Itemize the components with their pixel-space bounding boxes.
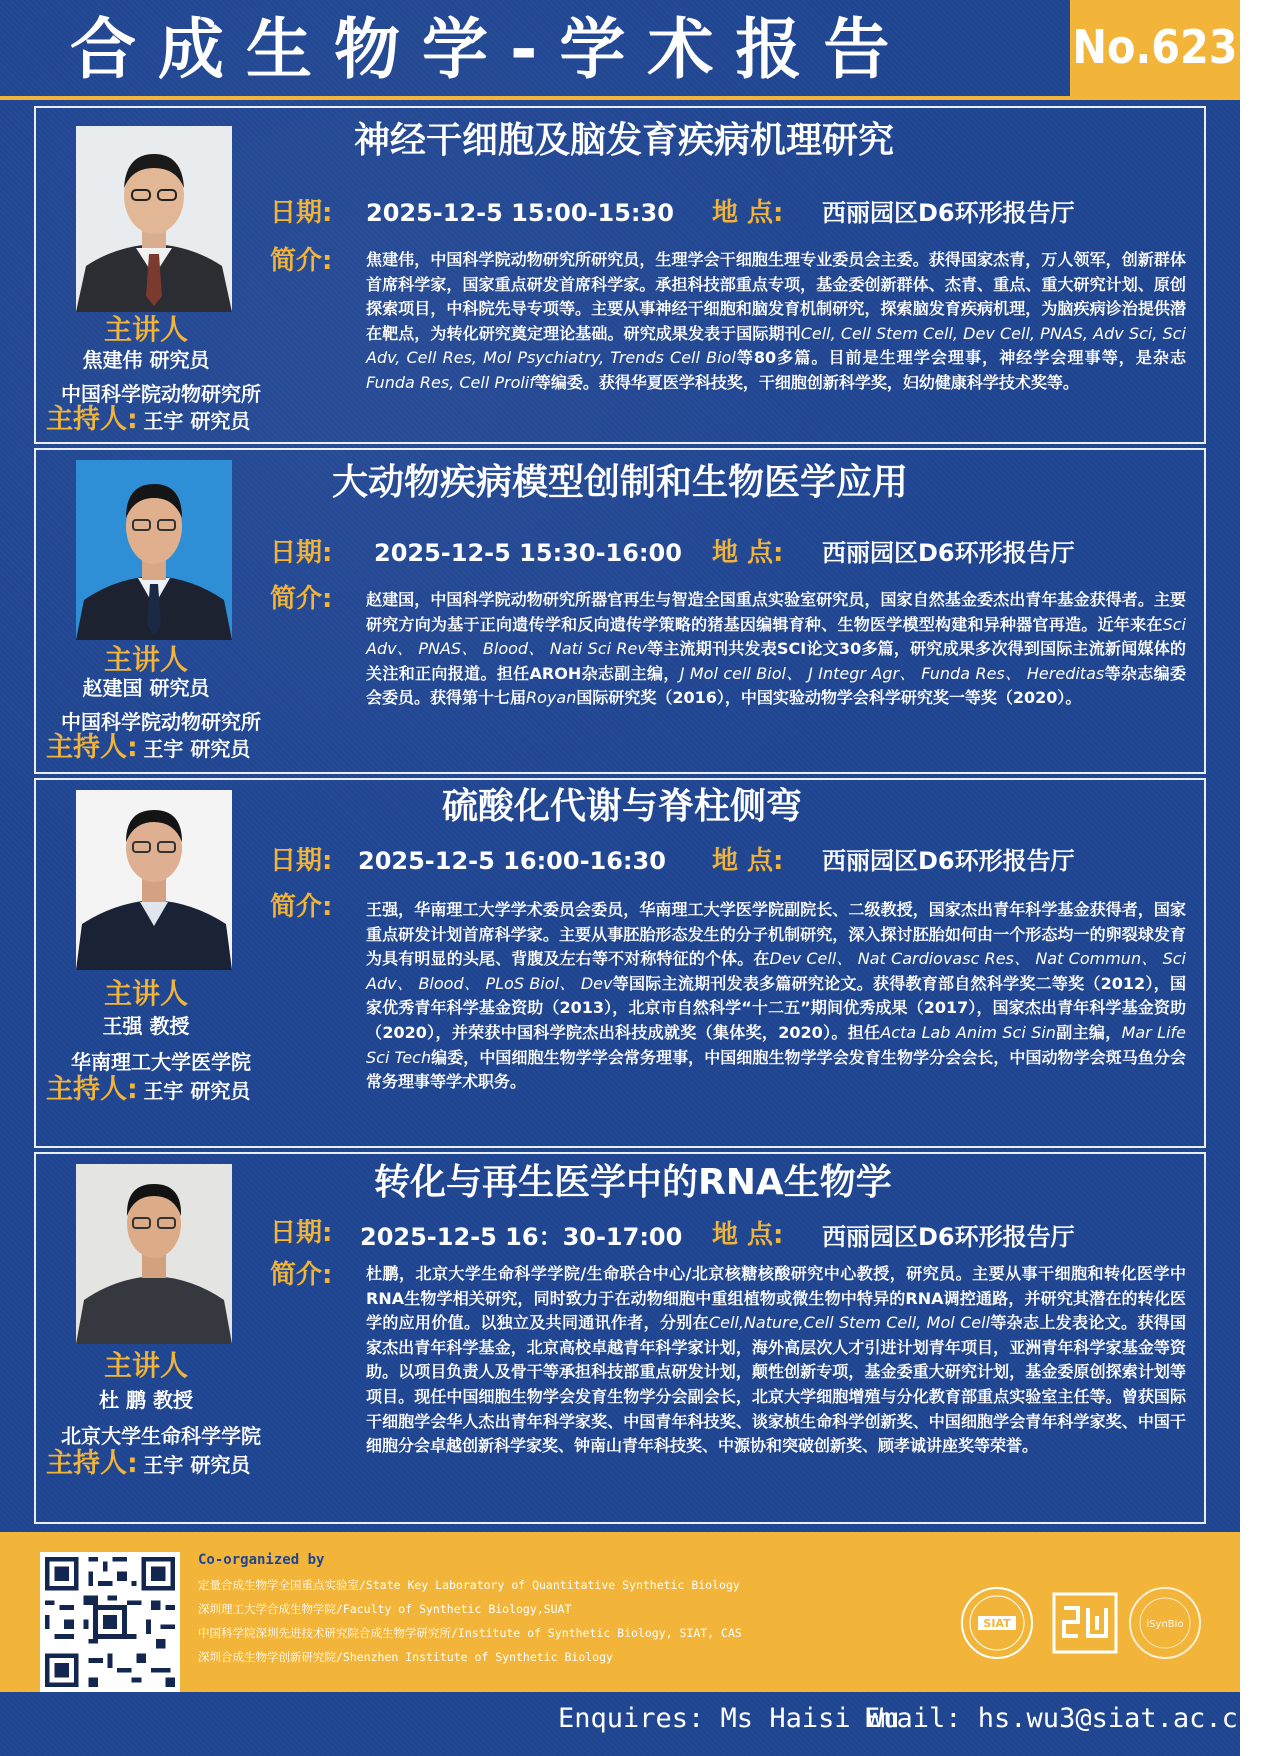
talk-datetime: 2025-12-5 15:00-15:30 [366, 199, 674, 227]
place-label: 地 点: [712, 198, 784, 228]
date-label: 日期: [270, 538, 333, 568]
speaker-name: 焦建伟 研究员 [82, 348, 210, 372]
speaker-bio [366, 248, 1186, 396]
speaker-name: 王强 教授 [102, 1014, 190, 1038]
speaker-name: 赵建国 研究员 [82, 676, 210, 700]
speaker-label: 主讲人 [103, 643, 188, 676]
host-line [46, 1074, 250, 1109]
talk-title: 神经干细胞及脑发育疾病机理研究 [354, 120, 895, 161]
journal-names: Acta Lab Anim Sci Sin [880, 1022, 1056, 1042]
journal-names: Mar Life Sci Tech [366, 1022, 1186, 1067]
email-contact[interactable]: Email: hs.wu3@siat.ac.cn [864, 1703, 1255, 1734]
talk-place: 西丽园区D6环形报告厅 [822, 1223, 1075, 1251]
host-label: 主持人: [46, 732, 138, 763]
host-line [46, 732, 250, 767]
speaker-bio [366, 1262, 1186, 1459]
speaker-photo [76, 1164, 232, 1344]
place-label: 地 点: [712, 538, 784, 568]
header-divider [0, 96, 1070, 100]
host-name: 王宇 研究员 [143, 1079, 251, 1103]
bio-text: 编委，中国细胞生物学学会常务理事，中国细胞生物学学会发育生物学分会会长，中国动物学会斑马鱼分会常务理事等学术职务。 [366, 1047, 1186, 1092]
bio-text: 王强，华南理工大学学术委员会委员，华南理工大学医学院副院长、二级教授，国家杰出青年科学基金获得者，国家重点研发计划首席科学家。主要从事胚胎形态发生的分子机制研究，深入探讨胚胎如何由一个形态均一的卵裂球发育为具有明显的头尾、背腹及左右等不对称特征的个体。在 [366, 900, 1186, 969]
speaker-name: 杜 鹏 教授 [99, 1388, 193, 1412]
isynbio-logo-icon [1128, 1586, 1202, 1660]
speaker-photo [76, 126, 232, 312]
co-organized-title: Co-organized by [198, 1552, 325, 1568]
bio-text: 副主编， [1055, 1022, 1122, 1042]
speaker-institution: 北京大学生命科学学院 [61, 1424, 261, 1448]
talk-datetime: 2025-12-5 15:30-16:00 [374, 539, 682, 567]
host-label: 主持人: [46, 1448, 138, 1479]
footer [0, 1532, 1255, 1742]
bio-text: 等国际主流期刊发表多篇研究论文。获得教育部自然科学奖二等奖（2012），国家优秀青年科学基金资助（2013），北京市自然科学“十二五”期间优秀成果（2017），国家杰出青年科学基金资助（2020），并荣获中国科学院杰出科技成就奖（集体奖，2020）。担任 [366, 973, 1186, 1042]
speaker-photo [76, 790, 232, 970]
bio-text: 等主流期刊共发表SCI论文30多篇，研究成果多次得到国际主流新闻媒体的关注和正向报道。担任AROH杂志副主编， [366, 639, 1186, 683]
speaker-institution: 中国科学院动物研究所 [61, 382, 261, 406]
organizer-line: 定量合成生物学全国重点实验室/State Key Laboratory of Quantitative Synthetic Biology [198, 1578, 740, 1592]
place-label: 地 点: [712, 846, 784, 876]
journal-names: Royan [526, 688, 577, 708]
host-name: 王宇 研究员 [143, 737, 251, 761]
svg-text:SIAT: SIAT [983, 1617, 1011, 1630]
host-name: 王宇 研究员 [143, 1453, 251, 1477]
journal-names: Dev Cell、 Nat Cardiovasc Res、 Nat Commun、 Sci Adv、 Blood、 PLoS Biol、 Dev [366, 949, 1186, 993]
svg-text:iSynBio: iSynBio [1146, 1619, 1184, 1630]
speaker-institution: 华南理工大学医学院 [71, 1050, 251, 1074]
journal-names: Cell,Nature,Cell Stem Cell, Mol Cell [708, 1313, 991, 1333]
host-name: 王宇 研究员 [143, 409, 251, 433]
bio-text: 等编委。获得华夏医学科技奖，干细胞创新科学奖，妇幼健康科学技术奖等。 [534, 372, 1079, 392]
host-line [46, 404, 250, 439]
enquiry-contact: Enquires: Ms Haisi Wu [558, 1703, 900, 1734]
issue-badge [1070, 0, 1240, 100]
qr-code[interactable] [40, 1552, 180, 1692]
host-label: 主持人: [46, 1074, 138, 1105]
bio-text: 国际研究奖（2016），中国实验动物学会科学研究奖一等奖（2020）。 [576, 688, 1082, 708]
date-label: 日期: [270, 846, 333, 876]
speaker-bio [366, 898, 1186, 1095]
bio-text: 杜鹏，北京大学生命科学学院/生命联合中心/北京核糖核酸研究中心教授，研究员。主要从事干细胞和转化医学中RNA生物学相关研究，同时致力于在动物细胞中重组植物或微生物中特异的RNA调控通路，并研究其潜在的转化医学的应用价值。以独立及共同通讯作者，分别在 [366, 1264, 1186, 1333]
talk-card [34, 106, 1206, 444]
journal-names: Sci Adv、 PNAS、 Blood、 Nati Sci Rev [366, 614, 1186, 659]
talk-title: 硫酸化代谢与脊柱侧弯 [442, 786, 803, 827]
talk-place: 西丽园区D6环形报告厅 [822, 847, 1075, 875]
intro-label: 简介: [270, 892, 333, 922]
organizer-line: 深圳理工大学合成生物学院/Faculty of Synthetic Biology,SUAT [198, 1602, 572, 1616]
journal-names: Funda Res, Cell Prolif [366, 372, 535, 392]
talk-card [34, 448, 1206, 774]
place-label: 地 点: [712, 1220, 784, 1250]
date-label: 日期: [270, 1218, 333, 1248]
bio-text: 等80多篇。目前是生理学会理事，神经学会理事等，是杂志 [735, 348, 1186, 368]
talk-place: 西丽园区D6环形报告厅 [822, 539, 1075, 567]
sib-logo-icon [1048, 1586, 1122, 1660]
speaker-bio [366, 588, 1186, 711]
date-label: 日期: [270, 198, 333, 228]
speaker-institution: 中国科学院动物研究所 [61, 710, 261, 734]
intro-label: 简介: [270, 584, 333, 614]
organizer-line: 深圳合成生物学创新研究院/Shenzhen Institute of Synthetic Biology [198, 1650, 613, 1664]
talk-title: 大动物疾病模型创制和生物医学应用 [332, 462, 909, 503]
talk-card [34, 1152, 1206, 1524]
journal-names: J Mol cell Biol、 J Integr Agr、 Funda Res、 Hereditas [679, 663, 1105, 683]
speaker-photo [76, 460, 232, 640]
talk-datetime: 2025-12-5 16:00-16:30 [358, 847, 666, 875]
bio-text: 焦建伟，中国科学院动物研究所研究员，生理学会干细胞生理专业委员会主委。获得国家杰青，万人领军，创新群体首席科学家，国家重点研发首席科学家。承担科技部重点专项，基金委创新群体、杰青、重点、重大研究计划、原创探索项目，中科院先导专项等。主要从事神经干细胞和脑发育机制研究，探索脑发育疾病机理，为脑疾病诊治提供潜在靶点，为转化研究奠定理论基础。研究成果发表于国际期刊 [366, 250, 1186, 343]
talk-title: 转化与再生医学中的RNA生物学 [374, 1162, 892, 1203]
bio-text: 等杂志编委会委员。获得第十七届 [366, 663, 1186, 708]
siat-logo-icon [960, 1586, 1034, 1660]
bio-text: 等杂志上发表论文。获得国家杰出青年科学基金，北京高校卓越青年科学家计划，海外高层次人才引进计划青年项目，亚洲青年科学家基金等资助。以项目负责人及骨干等承担科技部重点研发计划，颠性创新专项，基金委重大研究计划，基金委原创探索计划等项目。现任中国细胞生物学会发育生物学分会副会长，北京大学细胞增殖与分化教育部重点实验室主任等。曾获国际干细胞学会华人杰出青年科学家奖、中国青年科技奖、谈家桢生命科学创新奖、中国细胞学会青年科学家奖、中国干细胞分会卓越创新科学家奖、钟南山青年科技奖、中源协和突破创新奖、顾孝诚讲座奖等荣誉。 [366, 1313, 1186, 1456]
header [0, 0, 1240, 100]
speaker-label: 主讲人 [103, 313, 188, 346]
speaker-label: 主讲人 [103, 977, 188, 1010]
issue-number: No.623 [1072, 20, 1238, 74]
host-line [46, 1448, 250, 1483]
intro-label: 简介: [270, 1260, 333, 1290]
talk-card [34, 778, 1206, 1148]
poster-title: 合成生物学-学术报告 [70, 11, 912, 88]
talk-datetime: 2025-12-5 16：30-17:00 [360, 1223, 683, 1251]
bio-text: 赵建国，中国科学院动物研究所器官再生与智造全国重点实验室研究员，国家自然基金委杰出青年基金获得者。主要研究方向为基于正向遗传学和反向遗传学策略的猪基因编辑育种、生物医学模型构建和异种器官再造。近年来在 [366, 590, 1186, 634]
speaker-label: 主讲人 [103, 1349, 188, 1382]
organizer-line: 中国科学院深圳先进技术研究院合成生物学研究所/Institute of Synthetic Biology, SIAT, CAS [198, 1626, 742, 1640]
intro-label: 简介: [270, 246, 333, 276]
host-label: 主持人: [46, 404, 138, 435]
talk-place: 西丽园区D6环形报告厅 [822, 199, 1075, 227]
journal-names: Cell, Cell Stem Cell, Dev Cell, PNAS, Adv Sci, Sci Adv, Cell Res, Mol Psychiatry, Trends Cell Biol [366, 323, 1186, 368]
